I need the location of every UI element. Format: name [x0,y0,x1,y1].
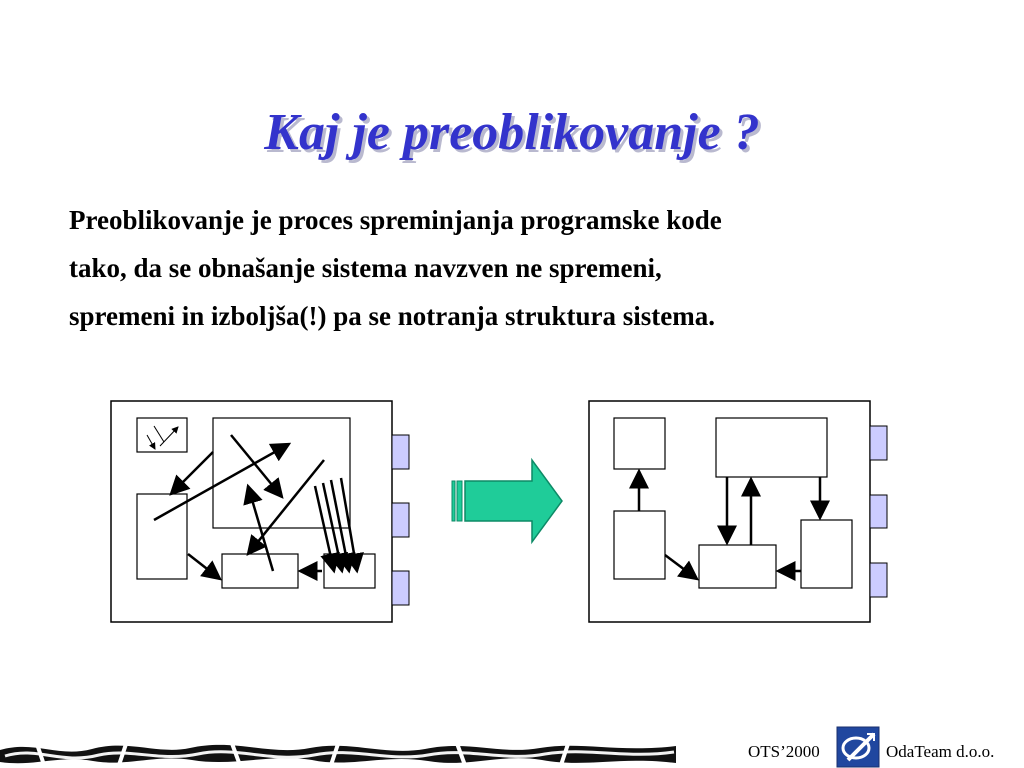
transformation-arrow-icon [452,460,562,542]
after-right-component [801,520,852,588]
before-interface-port-3 [392,571,409,605]
odateam-logo [836,726,880,768]
after-bottom-component [699,545,776,588]
body-text-line-3: spremeni in izboljša(!) pa se notranja struktura sistema. [69,301,715,331]
after-interface-port-3 [870,563,887,597]
body-text-line-1: Preoblikovanje je proces spreminjanja programske kode [69,205,722,235]
slide-title: Kaj je preoblikovanje ? [264,104,760,161]
after-interface-port-1 [870,426,887,460]
before-diagram [111,401,409,622]
before-bottom-component [222,554,298,588]
after-top-wide-component [716,418,827,477]
after-left-component [614,511,665,579]
after-top-left-component [614,418,665,469]
before-interface-port-2 [392,503,409,537]
before-small-component [137,418,187,452]
after-interface-port-2 [870,495,887,528]
body-text-line-2: tako, da se obnašanje sistema navzven ne spremeni, [69,253,662,283]
footer-left-text: OTS’2000 [748,742,820,761]
footer-right-text: OdaTeam d.o.o. [886,742,995,761]
before-interface-port-1 [392,435,409,469]
after-diagram [589,401,887,622]
footer-pattern-strip [0,738,680,768]
